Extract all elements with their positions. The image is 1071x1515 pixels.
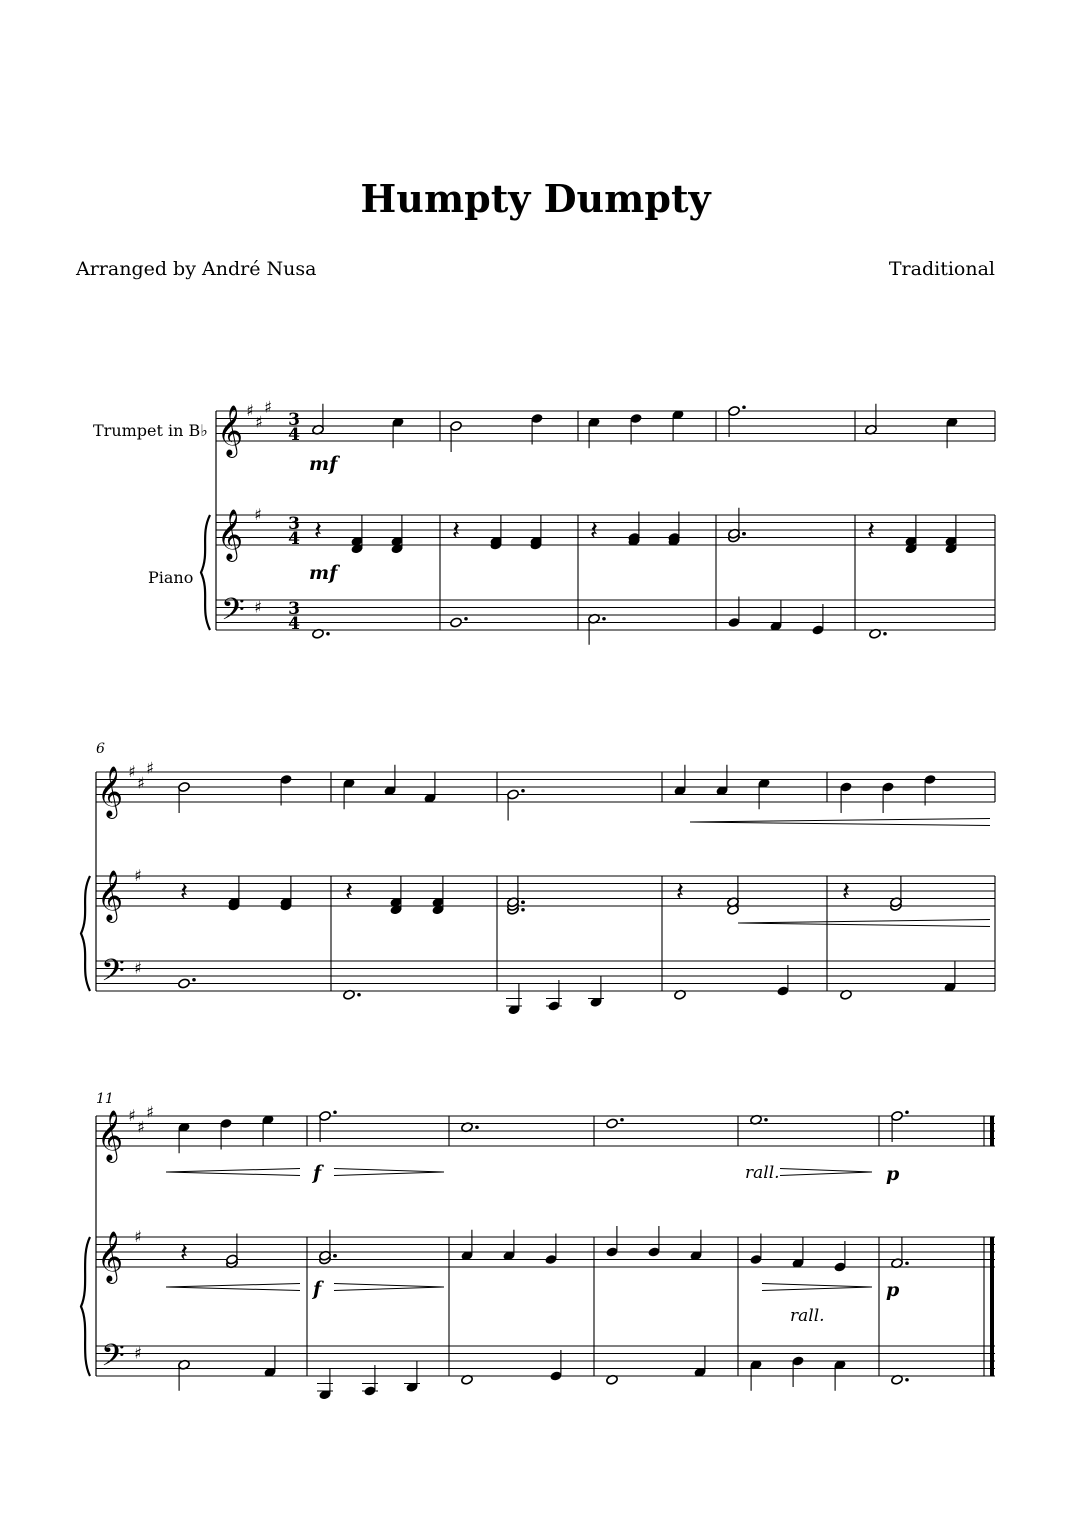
- decrescendo-hairpin: [334, 1284, 444, 1288]
- dynamic-mf: mf: [309, 562, 338, 584]
- note-head: [606, 1118, 619, 1129]
- treble-clef-icon: 𝄞: [217, 508, 244, 560]
- quarter-rest-icon: 𝄽: [676, 877, 684, 907]
- augmentation-dot: [620, 1118, 624, 1122]
- crescendo-hairpin: [690, 819, 990, 823]
- treble-clef-icon: 𝄞: [97, 1109, 124, 1161]
- decrescendo-hairpin: [780, 1169, 872, 1173]
- sharp-icon: ♯: [128, 1106, 136, 1125]
- quarter-rest-icon: 𝄽: [867, 516, 875, 546]
- decrescendo-hairpin: [762, 1287, 872, 1291]
- quarter-rest-icon: 𝄽: [345, 877, 353, 907]
- treble-clef-icon: 𝄞: [217, 404, 244, 456]
- decrescendo-hairpin: [334, 1169, 444, 1173]
- quarter-rest-icon: 𝄽: [180, 877, 188, 907]
- dynamic-p: p: [886, 1279, 900, 1301]
- time-signature-top: 3: [288, 514, 300, 534]
- piano-brace: [81, 1237, 90, 1376]
- quarter-rest-icon: 𝄽: [590, 516, 598, 546]
- augmentation-dot: [905, 1261, 909, 1265]
- augmentation-dot: [521, 789, 525, 793]
- decrescendo-hairpin: [780, 1172, 872, 1176]
- sharp-icon: ♯: [134, 958, 142, 978]
- augmentation-dot: [475, 1125, 479, 1129]
- sharp-icon: ♯: [255, 412, 263, 432]
- sharp-icon: ♯: [254, 597, 262, 617]
- dynamic-mf: mf: [309, 453, 338, 475]
- dynamic-rall: rall.: [745, 1163, 780, 1183]
- bass-clef-icon: 𝄢: [221, 591, 245, 635]
- augmentation-dot: [905, 1378, 909, 1382]
- measure-number: 11: [96, 1091, 114, 1107]
- bass-clef-icon: 𝄢: [101, 1337, 125, 1381]
- dynamic-f: f: [313, 1162, 322, 1184]
- augmentation-dot: [742, 405, 746, 409]
- augmentation-dot: [602, 617, 606, 621]
- sharp-icon: ♯: [134, 1227, 142, 1246]
- instrument-label-piano: Piano: [148, 568, 194, 587]
- decrescendo-hairpin: [334, 1172, 444, 1176]
- piano-brace: [81, 876, 90, 991]
- quarter-rest-icon: 𝄽: [314, 516, 322, 546]
- augmentation-dot: [764, 1118, 768, 1122]
- score-title: Humpty Dumpty: [360, 176, 711, 221]
- augmentation-dot: [883, 632, 887, 636]
- piano-brace: [201, 515, 210, 630]
- augmentation-dot: [333, 1254, 337, 1258]
- sharp-icon: ♯: [128, 762, 136, 781]
- time-signature-bottom: 4: [288, 425, 300, 445]
- quarter-rest-icon: 𝄽: [842, 877, 850, 907]
- augmentation-dot: [192, 978, 196, 982]
- note-head: [178, 978, 191, 989]
- score-notation: [81, 397, 995, 1400]
- dynamic-rall: rall.: [790, 1306, 825, 1326]
- decrescendo-hairpin: [762, 1284, 872, 1288]
- crescendo-hairpin: [166, 1169, 300, 1173]
- time-signature-top: 3: [288, 599, 300, 619]
- augmentation-dot: [357, 993, 361, 997]
- crescendo-hairpin: [166, 1172, 300, 1176]
- augmentation-dot: [521, 908, 525, 912]
- treble-clef-icon: 𝄞: [97, 869, 124, 921]
- dynamic-p: p: [886, 1163, 900, 1185]
- augmentation-dot: [333, 1110, 337, 1114]
- sharp-icon: ♯: [137, 1117, 145, 1137]
- crescendo-hairpin: [738, 923, 990, 927]
- quarter-rest-icon: 𝄽: [180, 1238, 188, 1268]
- measure-number: 6: [96, 741, 105, 757]
- time-signature-bottom: 4: [288, 529, 300, 549]
- bass-clef-icon: 𝄢: [101, 952, 125, 996]
- sharp-icon: ♯: [134, 1343, 142, 1363]
- treble-clef-icon: 𝄞: [97, 1230, 124, 1282]
- sharp-icon: ♯: [146, 1102, 154, 1122]
- time-signature-bottom: 4: [288, 614, 300, 634]
- crescendo-hairpin: [166, 1284, 300, 1288]
- quarter-rest-icon: 𝄽: [452, 516, 460, 546]
- treble-clef-icon: 𝄞: [97, 765, 124, 817]
- augmentation-dot: [742, 532, 746, 536]
- time-signature-top: 3: [288, 410, 300, 430]
- augmentation-dot: [464, 617, 468, 621]
- sharp-icon: ♯: [254, 505, 262, 524]
- crescendo-hairpin: [738, 920, 990, 924]
- dynamic-f: f: [313, 1278, 322, 1300]
- sharp-icon: ♯: [264, 397, 272, 417]
- instrument-label-trumpet: Trumpet in B♭: [93, 421, 208, 440]
- augmentation-dot: [521, 900, 525, 904]
- augmentation-dot: [326, 632, 330, 636]
- augmentation-dot: [905, 1110, 909, 1114]
- crescendo-hairpin: [166, 1287, 300, 1291]
- sharp-icon: ♯: [137, 773, 145, 793]
- arranger-credit: Arranged by André Nusa: [76, 258, 317, 280]
- crescendo-hairpin: [690, 822, 990, 826]
- composer-credit: Traditional: [888, 258, 995, 280]
- note-head: [450, 617, 463, 628]
- decrescendo-hairpin: [334, 1287, 444, 1291]
- sharp-icon: ♯: [134, 866, 142, 885]
- sharp-icon: ♯: [246, 401, 254, 420]
- sharp-icon: ♯: [146, 758, 154, 778]
